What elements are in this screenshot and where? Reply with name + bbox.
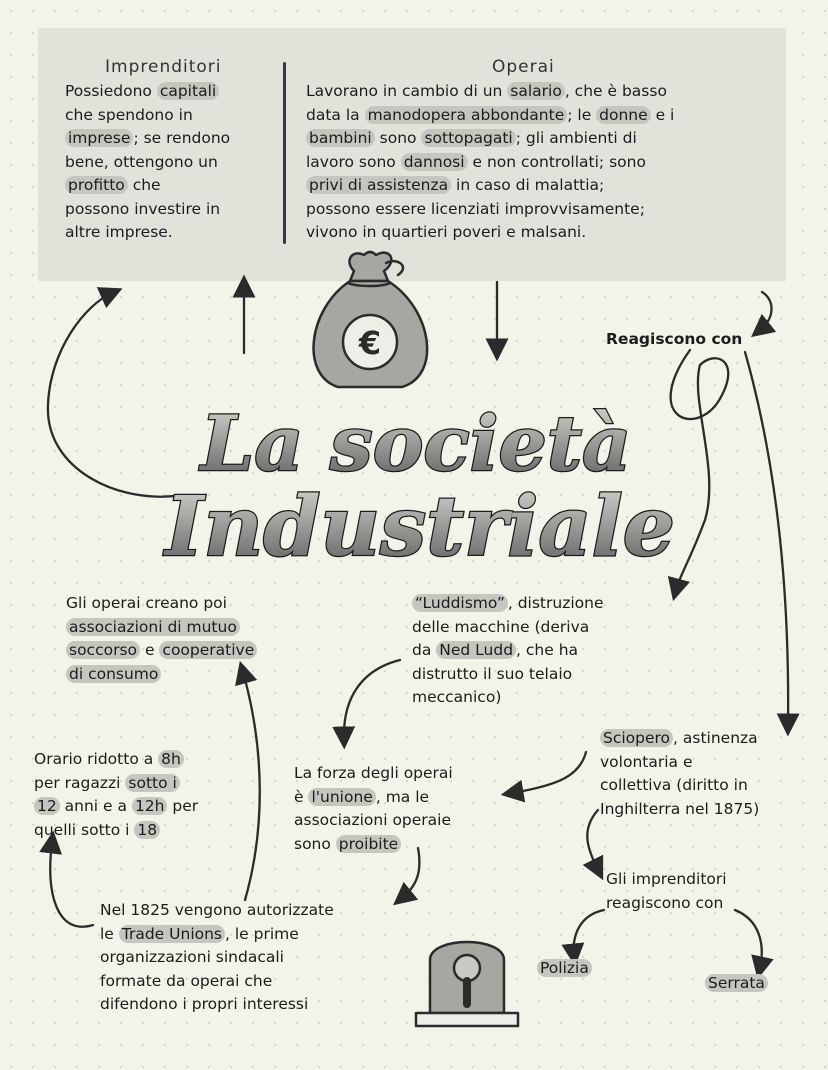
text-line: Sciopero , astinenza: [600, 727, 820, 751]
highlighted-term: l'unione: [308, 788, 375, 806]
highlighted-term: “Luddismo”: [412, 594, 508, 612]
text-line: Gli operai creano poi: [66, 594, 227, 612]
operai-heading: Operai: [492, 57, 555, 77]
imprenditori-reagiscono-text: Gli imprenditori reagiscono con: [606, 870, 727, 912]
text-line: profitto che: [65, 174, 280, 198]
imprenditori-heading: Imprenditori: [105, 57, 222, 77]
text-line: distrutto il suo telaio: [412, 664, 573, 683]
text-line: altre imprese.: [65, 223, 173, 241]
highlighted-term: sotto i: [125, 774, 179, 792]
orario-text: [34, 748, 254, 842]
highlighted-term: salario: [507, 82, 565, 100]
highlighted-term: donne: [596, 106, 651, 124]
text-line: lavoro sono dannosi e non controllati; sono: [306, 152, 646, 171]
text-line: sono proibite: [294, 833, 524, 857]
trade-unions-text: [100, 899, 420, 1017]
highlighted-term: di consumo: [66, 665, 161, 683]
associazioni-text: [66, 592, 326, 686]
text-line: data la manodopera abbondante ; le donne e i: [306, 105, 675, 124]
text-line: “Luddismo” , distruzione: [412, 592, 662, 616]
title-line2: Industriale: [165, 479, 675, 575]
text-line: possono essere licenziati improvvisamente;: [306, 199, 645, 218]
forza-text: [294, 762, 524, 856]
text-line: privi di assistenza in caso di malattia;: [306, 174, 776, 198]
highlighted-term: profitto: [65, 176, 128, 194]
highlighted-term: 8h: [158, 750, 184, 768]
text-line: soccorso e cooperative: [66, 639, 326, 663]
reagiscono-label: Reagiscono con: [606, 330, 743, 348]
text-line: Orario ridotto a 8h: [34, 748, 254, 772]
highlighted-term: bambini: [306, 129, 375, 147]
highlighted-term: soccorso: [66, 641, 140, 659]
polizia-label: Polizia: [537, 957, 592, 981]
highlighted-term: Ned Ludd: [436, 641, 516, 659]
highlighted-term: 12h: [132, 797, 168, 815]
text-line: per ragazzi sotto i: [34, 772, 254, 796]
text-line: La forza degli operai: [294, 764, 453, 782]
highlighted-term: associazioni di mutuo: [66, 618, 240, 636]
title-line1: La società: [200, 399, 632, 488]
svg-text:€: €: [358, 324, 382, 362]
text-line: formate da operai che: [100, 971, 273, 990]
text-line: le Trade Unions , le prime: [100, 924, 299, 943]
text-line: delle macchine (deriva: [412, 617, 590, 636]
text-line: Lavorano in cambio di un salario , che è basso: [306, 82, 667, 100]
luddismo-text: [412, 592, 662, 710]
text-line: [66, 663, 326, 687]
text-line: vivono in quartieri poveri e malsani.: [306, 223, 587, 241]
text-line: bene, ottengono un: [65, 152, 218, 171]
highlighted-term: Sciopero: [600, 729, 673, 747]
text-line: quelli sotto i 18: [34, 819, 254, 843]
text-line: imprese ; se rendono: [65, 127, 280, 151]
text-line: volontaria e: [600, 752, 693, 771]
text-line: è l'unione , ma le: [294, 787, 430, 806]
highlighted-term: imprese: [65, 129, 133, 147]
text-line: bambini sono sottopagati ; gli ambienti di: [306, 127, 776, 151]
text-line: meccanico): [412, 688, 502, 706]
highlighted-term: proibite: [336, 835, 401, 853]
text-line: [66, 616, 326, 640]
highlighted-term: 12: [34, 797, 60, 815]
text-line: 12 anni e a 12h per: [34, 795, 254, 819]
text-line: Possiedono capitali: [65, 80, 280, 104]
highlighted-term: capitali: [157, 82, 219, 100]
highlighted-term: privi di assistenza: [306, 176, 451, 194]
text-line: Nel 1825 vengono autorizzate: [100, 901, 334, 919]
text-line: associazioni operaie: [294, 811, 452, 829]
text-line: da Ned Ludd , che ha: [412, 641, 579, 659]
highlighted-term: cooperative: [159, 641, 257, 659]
highlighted-term: Trade Unions: [119, 925, 225, 943]
text-line: possono investire in: [65, 199, 221, 218]
highlighted-term: manodopera abbondante: [365, 106, 568, 124]
sciopero-text: [600, 727, 820, 821]
text-line: difendono i propri interessi: [100, 995, 309, 1013]
text-line: Inghilterra nel 1875): [600, 799, 760, 818]
highlighted-term: dannosi: [401, 153, 468, 171]
serrata-label: Serrata: [705, 972, 768, 996]
highlighted-term: sottopagati: [421, 129, 515, 147]
text-line: che spendono in: [65, 105, 193, 124]
highlighted-term: 18: [134, 821, 160, 839]
siren-icon: [408, 918, 526, 1033]
text-line: collettiva (diritto in: [600, 776, 748, 794]
text-line: organizzazioni sindacali: [100, 948, 284, 966]
